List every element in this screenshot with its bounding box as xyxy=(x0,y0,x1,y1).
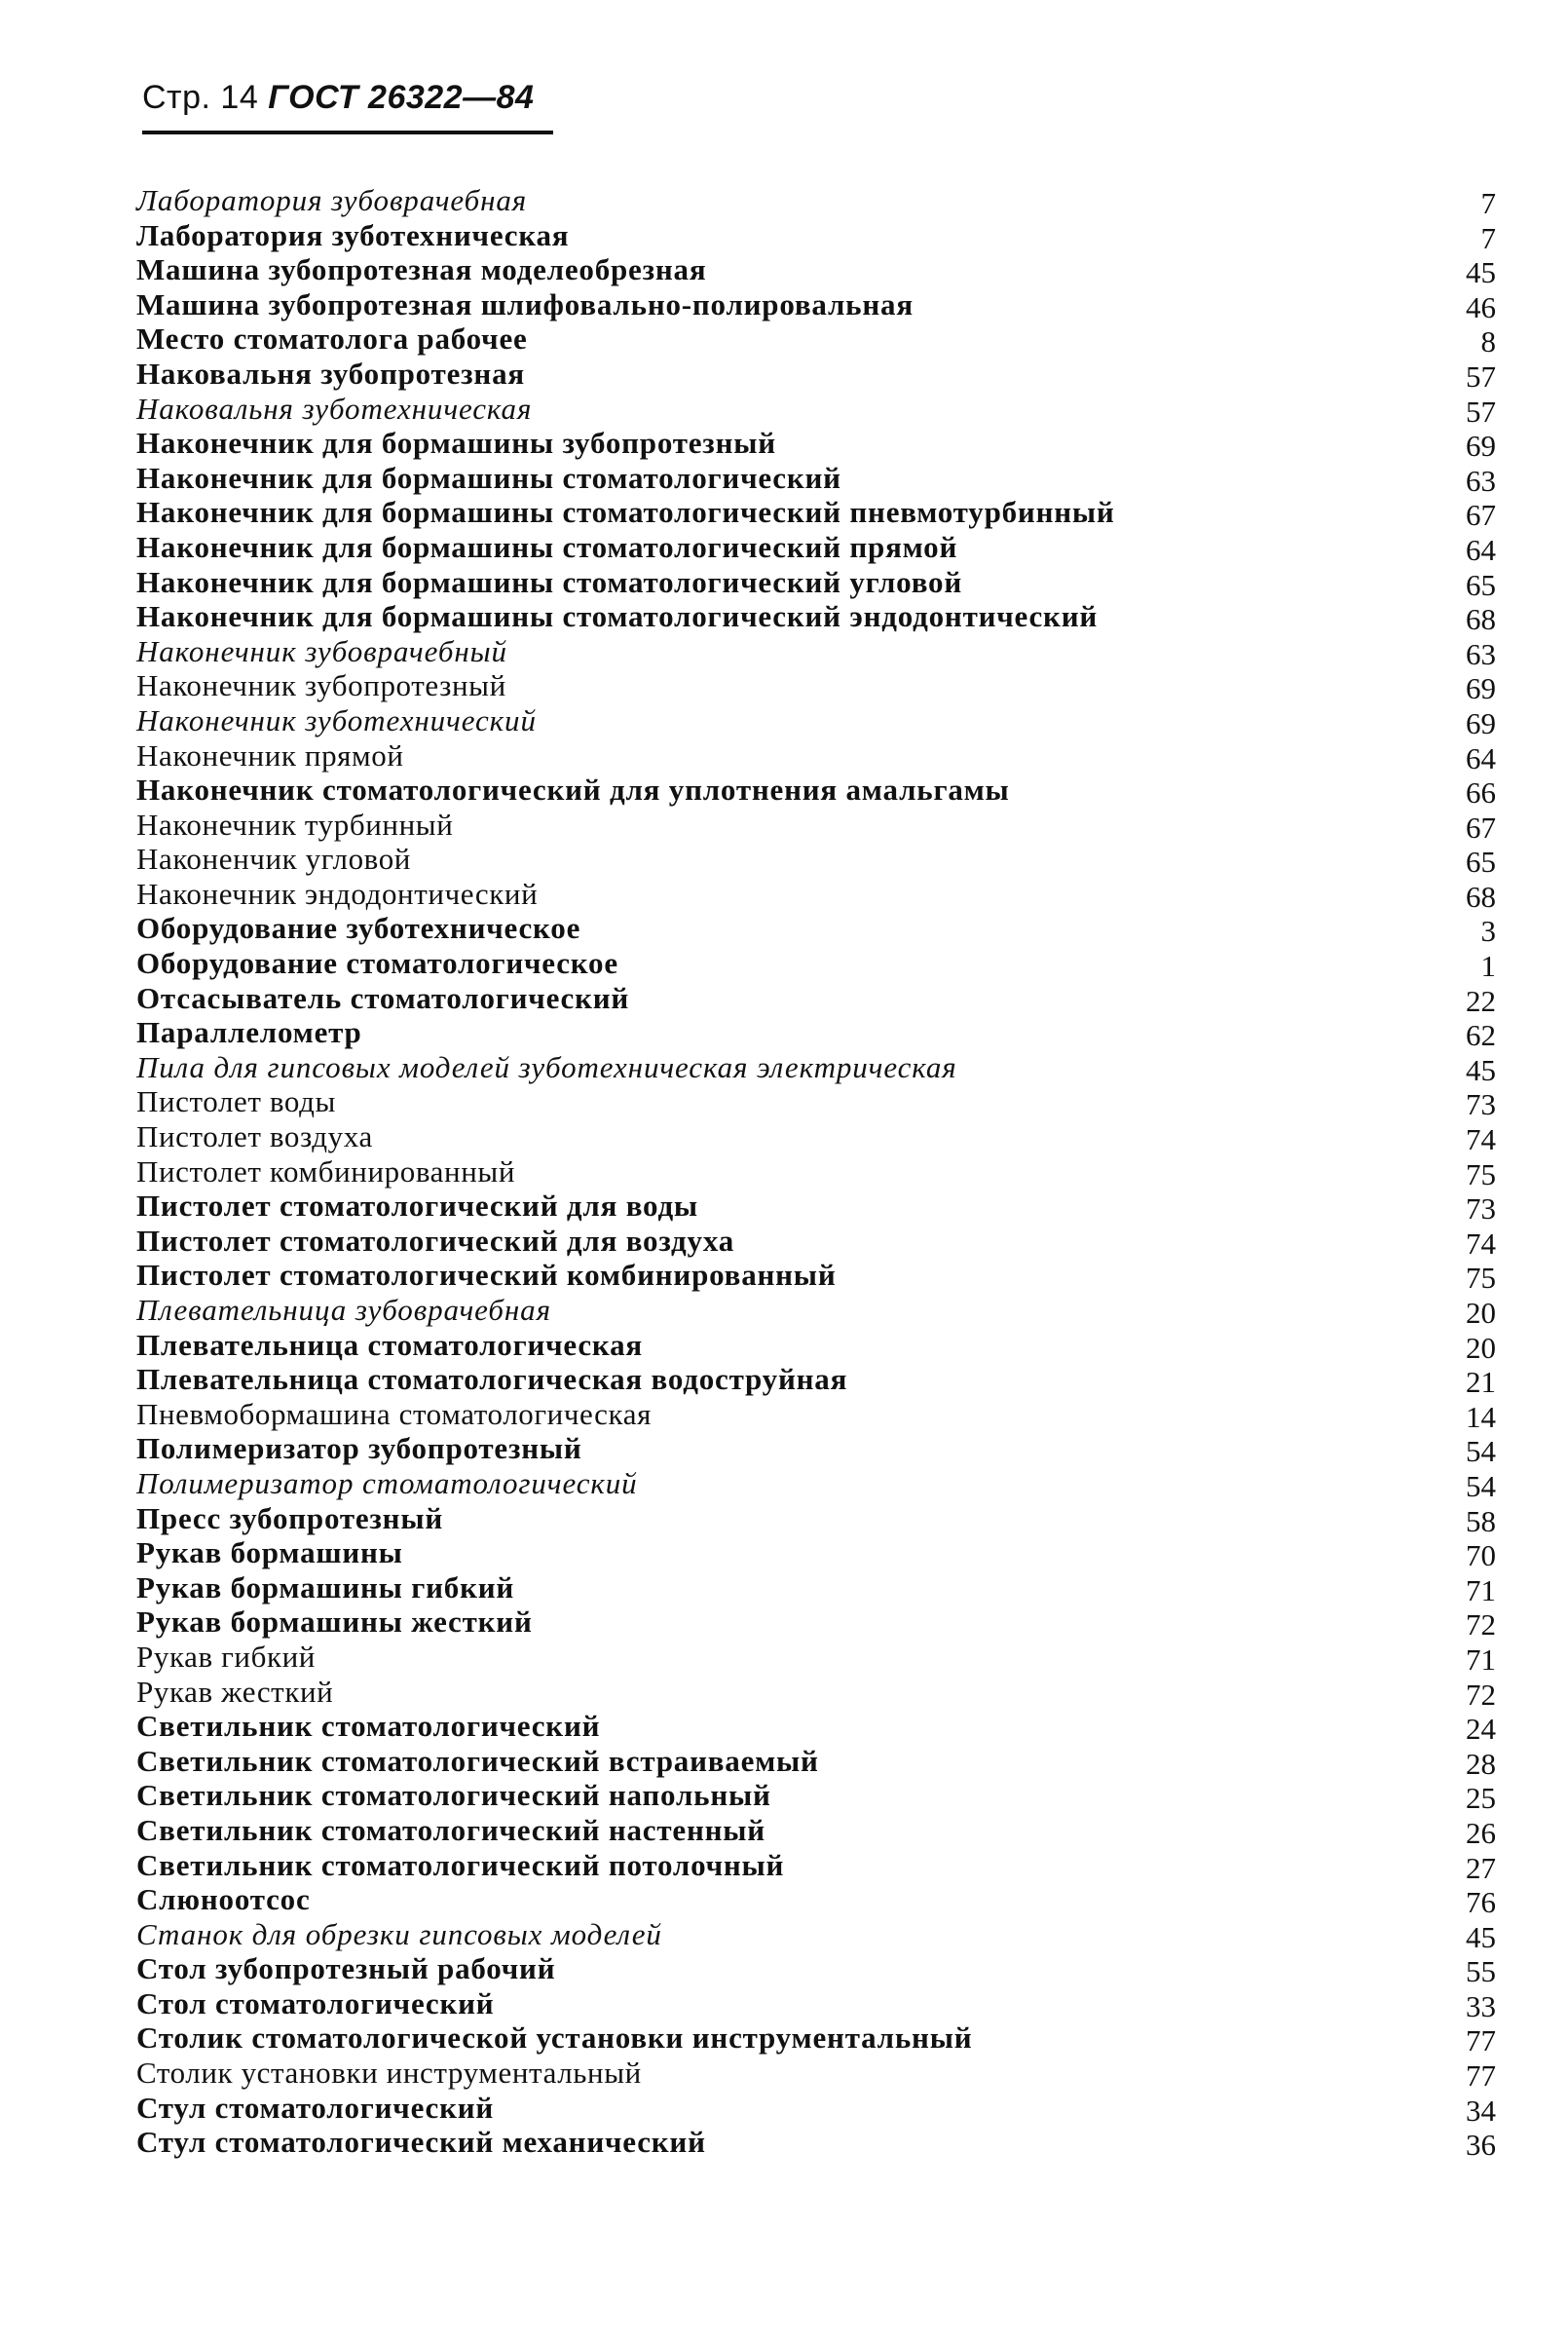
index-term: Пистолет стоматологический комбинированный xyxy=(136,1258,837,1293)
index-entry xyxy=(136,1848,1496,1883)
index-entry xyxy=(136,357,1496,392)
index-entry xyxy=(136,842,1496,880)
index-term: Наконечник для бормашины стоматологический прямой xyxy=(136,529,958,564)
index-entry xyxy=(136,2056,1496,2094)
index-page-number: 7 xyxy=(1480,186,1496,220)
page-number-label: Стр. 14 xyxy=(142,79,259,116)
index-entry xyxy=(136,634,1496,669)
index-term: Плевательница стоматологическая xyxy=(136,1327,643,1362)
index-page-number: 27 xyxy=(1466,1850,1496,1885)
index-page-number: 57 xyxy=(1466,394,1496,429)
index-entry xyxy=(136,1535,1496,1573)
index-page-number: 25 xyxy=(1466,1781,1496,1816)
index-entry xyxy=(136,530,1496,565)
index-entry xyxy=(136,1604,1496,1640)
index-term: Наконечник для бормашины зубопротезный xyxy=(136,426,776,461)
index-term: Светильник стоматологический потолочный xyxy=(136,1847,785,1882)
index-term: Стол зубопротезный рабочий xyxy=(136,1951,556,1986)
index-entry xyxy=(136,495,1496,533)
index-page-number: 68 xyxy=(1466,602,1496,637)
index-entry xyxy=(136,1224,1496,1259)
index-page-number: 63 xyxy=(1466,636,1496,671)
index-term: Пресс зубопротезный xyxy=(136,1500,444,1535)
index-page-number: 36 xyxy=(1466,2128,1496,2163)
index-entry xyxy=(136,1328,1496,1363)
index-term: Пневмобормашина стоматологическая xyxy=(136,1396,652,1431)
index-page-number: 71 xyxy=(1466,1572,1496,1607)
index-term: Пила для гипсовых моделей зуботехническая электрическая xyxy=(136,1049,957,1084)
index-term: Пистолет стоматологический для воздуха xyxy=(136,1223,735,1258)
index-entry xyxy=(136,565,1496,600)
index-term: Наконечник зубоврачебный xyxy=(136,633,507,668)
index-entry xyxy=(136,1744,1496,1779)
index-page-number: 76 xyxy=(1466,1885,1496,1920)
index-page-number: 74 xyxy=(1466,1122,1496,1157)
index-entry xyxy=(136,1397,1496,1432)
index-page-number: 65 xyxy=(1466,845,1496,880)
index-page-number: 33 xyxy=(1466,1988,1496,2023)
index-term: Рукав бормашины xyxy=(136,1535,403,1570)
standard-designation: ГОСТ 26322—84 xyxy=(268,79,535,116)
index-term: Стул стоматологический xyxy=(136,2090,495,2125)
index-term: Отсасыватель стоматологический xyxy=(136,980,630,1015)
index-page-number: 62 xyxy=(1466,1018,1496,1053)
index-term: Лаборатория зуботехническая xyxy=(136,217,570,252)
index-entry xyxy=(136,1882,1496,1920)
index-term: Наконечник зуботехнический xyxy=(136,702,537,737)
index-entry xyxy=(136,1951,1496,1989)
index-entry xyxy=(136,1293,1496,1328)
index-term: Стол стоматологический xyxy=(136,1985,495,2020)
index-page-number: 7 xyxy=(1480,220,1496,255)
index-entry xyxy=(136,1189,1496,1227)
index-entry xyxy=(136,946,1496,984)
index-term: Наконечник турбинный xyxy=(136,807,454,842)
index-page-number: 46 xyxy=(1466,289,1496,324)
index-entry xyxy=(136,1778,1496,1816)
index-page-number: 21 xyxy=(1466,1365,1496,1400)
index-entry xyxy=(136,218,1496,253)
index-entry xyxy=(136,1015,1496,1053)
index-term: Наконечник стоматологический для уплотнения амальгамы xyxy=(136,773,1010,808)
index-term: Рукав жесткий xyxy=(136,1674,334,1709)
index-page-number: 55 xyxy=(1466,1954,1496,1989)
index-term: Место стоматолога рабочее xyxy=(136,321,528,357)
index-term: Светильник стоматологический встраиваемый xyxy=(136,1743,819,1778)
index-page-number: 34 xyxy=(1466,2093,1496,2128)
index-page-number: 54 xyxy=(1466,1468,1496,1503)
index-term: Наковальня зуботехническая xyxy=(136,391,533,426)
index-page-number: 64 xyxy=(1466,740,1496,775)
index-entry xyxy=(136,321,1496,357)
index-page-number: 45 xyxy=(1466,1052,1496,1087)
index-entry xyxy=(136,981,1496,1016)
index-entry xyxy=(136,1986,1496,2021)
index-page-number: 67 xyxy=(1466,498,1496,533)
index-term: Пистолет воздуха xyxy=(136,1119,373,1154)
index-entry xyxy=(136,1084,1496,1122)
index-page-number: 24 xyxy=(1466,1712,1496,1747)
index-term: Полимеризатор стоматологический xyxy=(136,1465,638,1500)
index-page-number: 45 xyxy=(1466,1919,1496,1954)
index-entry xyxy=(136,738,1496,774)
index-term: Светильник стоматологический напольный xyxy=(136,1778,771,1813)
index-entry xyxy=(136,1119,1496,1157)
index-page-number: 69 xyxy=(1466,705,1496,740)
index-entry xyxy=(136,287,1496,322)
index-entry xyxy=(136,1258,1496,1296)
alphabetical-index xyxy=(136,183,1496,2163)
index-term: Машина зубопротезная шлифовально-полировальная xyxy=(136,286,914,321)
index-page-number: 20 xyxy=(1466,1296,1496,1330)
index-term: Слюноотсос xyxy=(136,1882,311,1917)
index-entry xyxy=(136,1709,1496,1747)
index-term: Машина зубопротезная моделеобрезная xyxy=(136,252,707,287)
index-term: Наконечник для бормашины стоматологический xyxy=(136,460,841,495)
index-page-number: 64 xyxy=(1466,532,1496,567)
index-term: Плевательница зубоврачебная xyxy=(136,1293,551,1327)
index-page-number: 72 xyxy=(1466,1607,1496,1642)
index-page-number: 73 xyxy=(1466,1191,1496,1227)
index-page-number: 65 xyxy=(1466,567,1496,602)
index-term: Наковальня зубопротезная xyxy=(136,356,525,391)
index-entry xyxy=(136,1917,1496,1952)
index-entry xyxy=(136,461,1496,496)
index-page-number: 28 xyxy=(1466,1746,1496,1781)
index-entry xyxy=(136,1640,1496,1675)
index-page-number: 22 xyxy=(1466,983,1496,1018)
index-page-number: 75 xyxy=(1466,1261,1496,1296)
index-page-number: 45 xyxy=(1466,255,1496,290)
index-term: Светильник стоматологический xyxy=(136,1709,601,1744)
index-page-number: 67 xyxy=(1466,810,1496,845)
index-term: Плевательница стоматологическая водоструйная xyxy=(136,1362,848,1397)
index-page-number: 74 xyxy=(1466,1226,1496,1261)
index-term: Столик установки инструментальный xyxy=(136,2056,642,2091)
index-page-number: 77 xyxy=(1466,2058,1496,2094)
index-entry xyxy=(136,1813,1496,1848)
index-entry xyxy=(136,2125,1496,2163)
index-entry xyxy=(136,808,1496,843)
index-page-number: 68 xyxy=(1466,879,1496,914)
index-term: Рукав гибкий xyxy=(136,1639,316,1674)
index-term: Наконечник для бормашины стоматологический угловой xyxy=(136,564,962,599)
index-entry xyxy=(136,252,1496,290)
index-term: Лаборатория зубоврачебная xyxy=(136,183,528,217)
index-page-number: 66 xyxy=(1466,775,1496,811)
index-term: Наконечник прямой xyxy=(136,737,404,773)
index-term: Пистолет воды xyxy=(136,1084,336,1119)
index-term: Рукав бормашины гибкий xyxy=(136,1569,515,1604)
index-page-number: 8 xyxy=(1480,324,1496,359)
index-entry xyxy=(136,773,1496,811)
index-page-number: 73 xyxy=(1466,1087,1496,1122)
index-page-number: 75 xyxy=(1466,1156,1496,1191)
index-entry xyxy=(136,1154,1496,1189)
index-entry xyxy=(136,2020,1496,2056)
index-term: Полимеризатор зубопротезный xyxy=(136,1431,582,1466)
index-entry xyxy=(136,426,1496,464)
index-entry xyxy=(136,1501,1496,1536)
index-entry xyxy=(136,392,1496,427)
index-page-number: 54 xyxy=(1466,1434,1496,1469)
index-entry xyxy=(136,703,1496,738)
index-term: Столик стоматологической установки инструментальный xyxy=(136,2020,973,2056)
index-term: Оборудование зуботехническое xyxy=(136,911,581,946)
index-page-number: 70 xyxy=(1466,1538,1496,1573)
index-entry xyxy=(136,911,1496,949)
index-term: Оборудование стоматологическое xyxy=(136,946,618,981)
index-page-number: 63 xyxy=(1466,463,1496,498)
index-entry xyxy=(136,1675,1496,1710)
index-term: Наконечник эндодонтический xyxy=(136,876,539,911)
index-page-number: 14 xyxy=(1466,1399,1496,1434)
page-header xyxy=(142,76,534,119)
index-page-number: 69 xyxy=(1466,671,1496,706)
index-entry xyxy=(136,599,1496,637)
index-term: Наконечник зубопротезный xyxy=(136,668,506,703)
index-term: Наконечник для бормашины стоматологический эндодонтический xyxy=(136,599,1099,634)
index-page-number: 77 xyxy=(1466,2023,1496,2058)
index-page-number: 20 xyxy=(1466,1330,1496,1365)
index-page-number: 57 xyxy=(1466,359,1496,394)
index-entry xyxy=(136,1362,1496,1400)
index-page-number: 71 xyxy=(1466,1642,1496,1677)
index-entry xyxy=(136,183,1496,218)
index-page-number: 72 xyxy=(1466,1677,1496,1712)
index-page-number: 1 xyxy=(1480,949,1496,984)
index-term: Параллелометр xyxy=(136,1015,362,1050)
index-page-number: 58 xyxy=(1466,1503,1496,1538)
index-entry xyxy=(136,1570,1496,1605)
index-term: Светильник стоматологический настенный xyxy=(136,1812,765,1847)
index-entry xyxy=(136,877,1496,912)
index-entry xyxy=(136,668,1496,706)
index-term: Пистолет комбинированный xyxy=(136,1153,516,1189)
index-term: Рукав бормашины жесткий xyxy=(136,1604,533,1640)
index-term: Станок для обрезки гипсовых моделей xyxy=(136,1916,662,1951)
index-term: Пистолет стоматологический для воды xyxy=(136,1189,698,1224)
header-rule xyxy=(142,131,553,134)
index-page-number: 26 xyxy=(1466,1815,1496,1850)
index-term: Наконенчик угловой xyxy=(136,842,411,877)
index-page-number: 3 xyxy=(1480,914,1496,949)
index-page-number: 69 xyxy=(1466,429,1496,464)
index-term: Наконечник для бормашины стоматологический пневмотурбинный xyxy=(136,495,1115,530)
index-entry xyxy=(136,1050,1496,1085)
index-entry xyxy=(136,2091,1496,2126)
index-entry xyxy=(136,1466,1496,1501)
index-term: Стул стоматологический механический xyxy=(136,2125,706,2160)
index-entry xyxy=(136,1431,1496,1469)
